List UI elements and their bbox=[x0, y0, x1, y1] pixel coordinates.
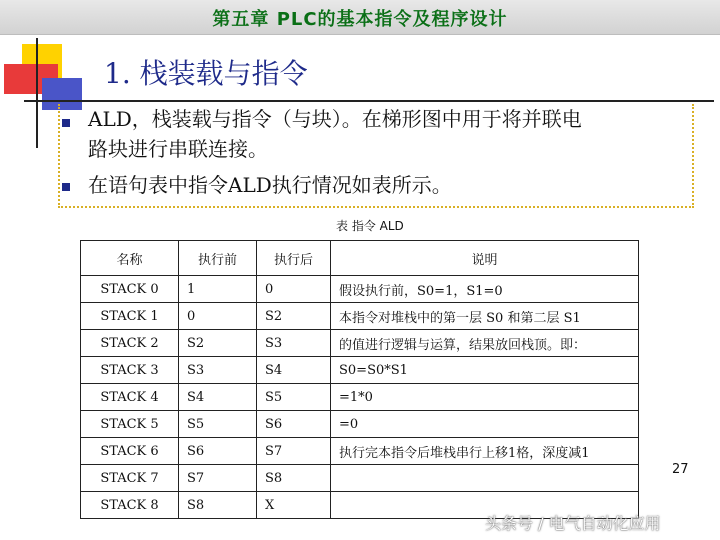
cell-note: 本指令对堆栈中的第一层 S0 和第二层 S1 bbox=[331, 303, 639, 330]
cell-before: 1 bbox=[179, 276, 257, 303]
cell-note: =0 bbox=[331, 411, 639, 438]
bullet-square-icon bbox=[62, 183, 70, 191]
cell-name: STACK 3 bbox=[81, 357, 179, 384]
cell-before: S6 bbox=[179, 438, 257, 465]
watermark-text: 头条号 / 电气自动化应用 bbox=[485, 514, 661, 533]
cell-before: S8 bbox=[179, 492, 257, 519]
header-name: 名称 bbox=[81, 241, 179, 276]
cell-name: STACK 7 bbox=[81, 465, 179, 492]
cell-name: STACK 6 bbox=[81, 438, 179, 465]
header-before: 执行前 bbox=[179, 241, 257, 276]
cell-name: STACK 0 bbox=[81, 276, 179, 303]
cell-before: S4 bbox=[179, 384, 257, 411]
cell-after: S4 bbox=[257, 357, 331, 384]
table-caption: 表 指令 ALD bbox=[336, 219, 404, 233]
bullet-text-2: 在语句表中指令ALD执行情况如表所示。 bbox=[88, 173, 452, 197]
header-after: 执行后 bbox=[257, 241, 331, 276]
cell-note: S0=S0*S1 bbox=[331, 357, 639, 384]
cell-before: S2 bbox=[179, 330, 257, 357]
cell-note: 执行完本指令后堆栈串行上移1格，深度减1 bbox=[331, 438, 639, 465]
cell-name: STACK 5 bbox=[81, 411, 179, 438]
decor-vertical-line bbox=[36, 38, 38, 148]
table-row bbox=[81, 330, 639, 357]
table-row bbox=[81, 411, 639, 438]
cell-name: STACK 4 bbox=[81, 384, 179, 411]
cell-after: X bbox=[257, 492, 331, 519]
cell-before: S7 bbox=[179, 465, 257, 492]
cell-note: =1*0 bbox=[331, 384, 639, 411]
cell-before: 0 bbox=[179, 303, 257, 330]
cell-after: S2 bbox=[257, 303, 331, 330]
bullet-square-icon bbox=[62, 119, 70, 127]
cell-name: STACK 8 bbox=[81, 492, 179, 519]
decor-horizontal-line bbox=[24, 100, 714, 102]
cell-after: S3 bbox=[257, 330, 331, 357]
table-row bbox=[81, 303, 639, 330]
table-header-row bbox=[81, 241, 639, 276]
slide-title: 1. 栈装载与指令 bbox=[104, 57, 308, 90]
cell-before: S3 bbox=[179, 357, 257, 384]
ald-table bbox=[80, 240, 639, 519]
page-number: 27 bbox=[672, 462, 689, 477]
cell-name: STACK 1 bbox=[81, 303, 179, 330]
table-row bbox=[81, 465, 639, 492]
cell-note bbox=[331, 465, 639, 492]
table-row bbox=[81, 384, 639, 411]
cell-note: 的值进行逻辑与运算，结果放回栈顶。即： bbox=[331, 330, 639, 357]
cell-note: 假设执行前，S0=1，S1=0 bbox=[331, 276, 639, 303]
cell-after: S6 bbox=[257, 411, 331, 438]
bullet-text-1a: ALD，栈装载与指令（与块）。在梯形图中用于将并联电 bbox=[88, 107, 582, 131]
cell-after: S8 bbox=[257, 465, 331, 492]
cell-after: S7 bbox=[257, 438, 331, 465]
cell-name: STACK 2 bbox=[81, 330, 179, 357]
header-note: 说明 bbox=[331, 241, 639, 276]
table-row bbox=[81, 276, 639, 303]
cell-before: S5 bbox=[179, 411, 257, 438]
chapter-title: 第五章 PLC的基本指令及程序设计 bbox=[212, 9, 508, 30]
cell-after: 0 bbox=[257, 276, 331, 303]
header-bar bbox=[0, 0, 720, 35]
table-row bbox=[81, 438, 639, 465]
cell-after: S5 bbox=[257, 384, 331, 411]
bullet-text-1b: 路块进行串联连接。 bbox=[88, 137, 268, 161]
table-row bbox=[81, 357, 639, 384]
